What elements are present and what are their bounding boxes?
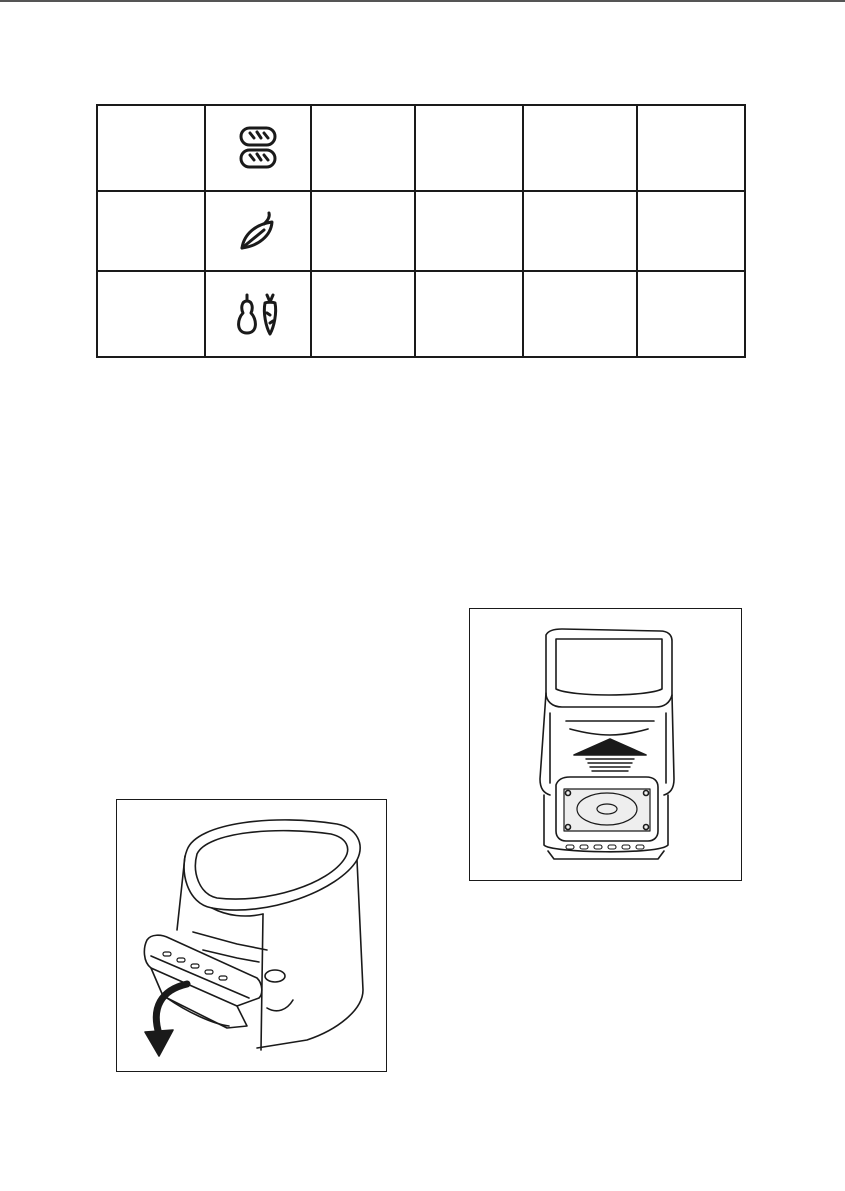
table-cell-label xyxy=(97,271,205,357)
table-row xyxy=(97,191,745,270)
table-cell-icon xyxy=(205,271,311,357)
table-cell xyxy=(523,191,637,270)
table-cell xyxy=(523,105,637,191)
air-fryer-door-opening-illustration xyxy=(117,800,386,1071)
table-cell xyxy=(415,271,523,357)
figure-rack-insertion xyxy=(469,608,742,881)
table-cell-label xyxy=(97,105,205,191)
table-cell xyxy=(637,105,745,191)
table-cell xyxy=(637,271,745,357)
table-cell xyxy=(523,271,637,357)
table-cell xyxy=(311,105,415,191)
table-cell-icon xyxy=(205,191,311,270)
table-cell xyxy=(415,105,523,191)
arrow-up xyxy=(574,739,646,755)
table-row xyxy=(97,105,745,191)
fish-icon xyxy=(238,210,278,252)
table-row xyxy=(97,271,745,357)
bread-icon xyxy=(237,125,279,171)
table-cell-icon xyxy=(205,105,311,191)
food-category-table xyxy=(96,104,746,358)
table-cell-label xyxy=(97,191,205,270)
vegetables-icon xyxy=(233,291,283,337)
table-cell xyxy=(311,191,415,270)
air-fryer-rack-insertion-illustration xyxy=(470,609,741,880)
table-cell xyxy=(415,191,523,270)
figure-door-opening xyxy=(116,799,387,1072)
table-cell xyxy=(637,191,745,270)
page-top-rule xyxy=(0,0,845,2)
table-cell xyxy=(311,271,415,357)
